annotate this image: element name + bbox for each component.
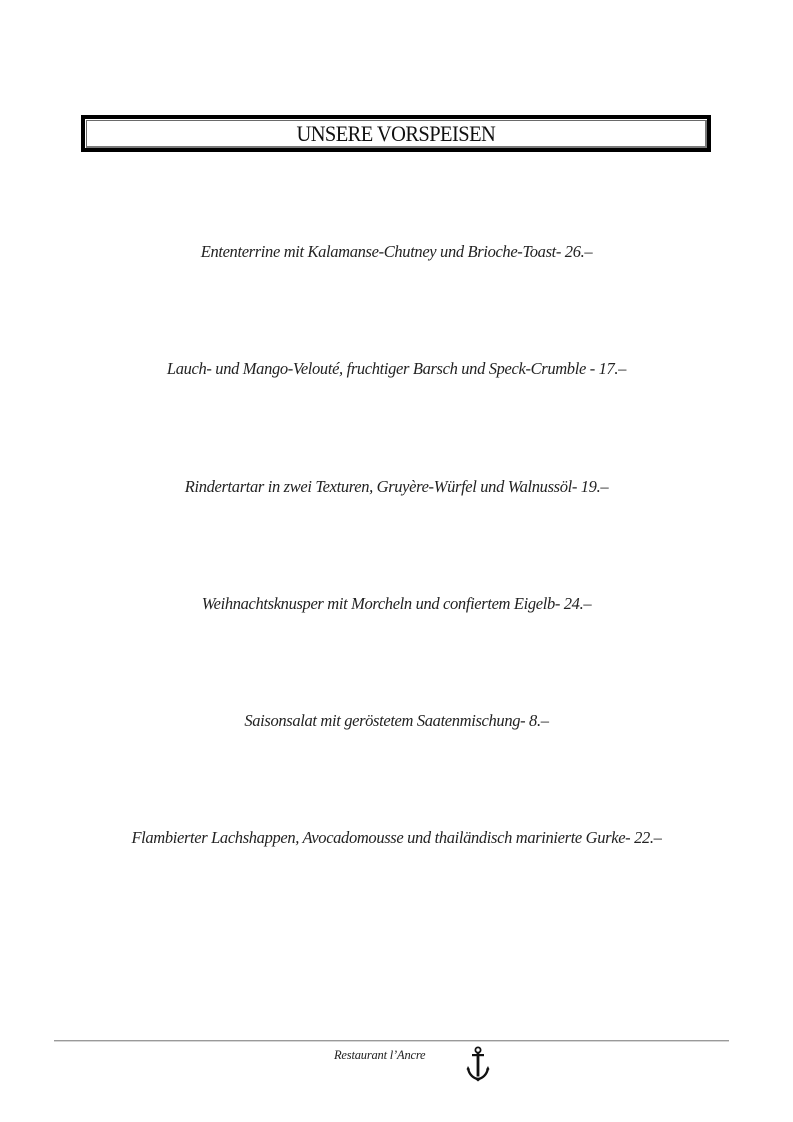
section-title: UNSERE VORSPEISEN: [296, 121, 496, 146]
section-title-inner-frame: [86, 120, 707, 148]
menu-item: Weihnachtsknusper mit Morcheln und confiertem Eigelb- 24.–: [201, 594, 592, 613]
menu-item: Flambierter Lachshappen, Avocadomousse und thailändisch marinierte Gurke- 22.–: [131, 828, 662, 847]
footer-divider: [54, 1040, 729, 1042]
footer-restaurant-name: Restaurant l’Ancre: [334, 1048, 426, 1062]
section-title-box: [81, 115, 711, 152]
menu-item: Rindertartar in zwei Texturen, Gruyère-Würfel und Walnussöl- 19.–: [184, 477, 609, 496]
menu-item: Saisonsalat mit geröstetem Saatenmischung- 8.–: [244, 711, 549, 730]
anchor-icon: [465, 1046, 491, 1082]
menu-item: Lauch- und Mango-Velouté, fruchtiger Barsch und Speck-Crumble - 17.–: [166, 359, 627, 378]
menu-item: Ententerrine mit Kalamanse-Chutney und Brioche-Toast- 26.–: [200, 242, 593, 261]
